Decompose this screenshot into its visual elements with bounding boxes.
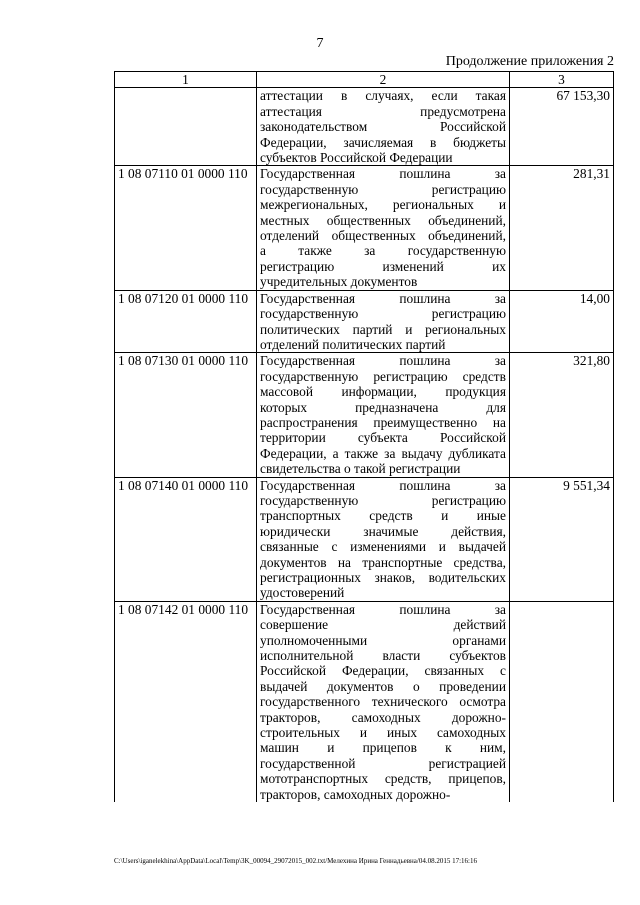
table-row [115, 88, 614, 166]
table-row [115, 477, 614, 601]
budget-code: 1 08 07120 01 0000 110 [115, 290, 257, 353]
description-line: территории субъекта Российской [260, 430, 506, 446]
description-line: государственную регистрацию средств [260, 368, 506, 384]
description-line: Государственная пошлина за [260, 166, 506, 182]
amount: 9 551,34 [510, 477, 614, 601]
description-line: субъектов Российской Федерации [260, 150, 453, 166]
description-line: местных общественных объединений, [260, 212, 506, 228]
description-line: массовой информации, продукция [260, 384, 506, 400]
table-row [115, 601, 614, 802]
budget-code: 1 08 07140 01 0000 110 [115, 477, 257, 601]
header-col-3: 3 [510, 72, 614, 88]
description-line: юридически значимые действия, [260, 523, 506, 539]
page-number: 7 [316, 36, 324, 51]
description-line: уполномоченными органами [260, 632, 506, 648]
revenue-description [257, 290, 510, 353]
description-line: политических партий и региональных [260, 321, 506, 337]
description-line: отделений политических партий [260, 336, 446, 352]
description-line: документов на транспортные средства, [260, 554, 506, 570]
description-line: связанные с изменениями и выдачей [260, 539, 506, 555]
description-line: Государственная пошлина за [260, 601, 506, 617]
description-line: Федерации, а также за выдачу дубликата [260, 445, 506, 461]
description-line: Федерации, зачисляемая в бюджеты [260, 134, 506, 150]
table-body [115, 88, 614, 802]
description-line: машин и прицепов к ним, [260, 740, 506, 756]
budget-code [115, 88, 257, 166]
description-line: распространения преимущественно на [260, 414, 506, 430]
budget-table [114, 71, 614, 802]
description-line: регистрацию изменений их [260, 258, 506, 274]
description-line: государственную регистрацию [260, 306, 506, 322]
description-line: государственную регистрацию [260, 181, 506, 197]
description-line: тракторов, самоходных дорожно- [260, 709, 506, 725]
description-line: удостоверений [260, 585, 345, 601]
description-line: учредительных документов [260, 274, 418, 290]
description-line: государственного технического осмотра [260, 694, 506, 710]
description-line: которых предназначена для [260, 399, 506, 415]
description-line: а также за государственную [260, 243, 506, 259]
revenue-description [257, 166, 510, 290]
description-line: тракторов, самоходных дорожно- [260, 786, 451, 802]
description-line: исполнительной власти субъектов [260, 648, 506, 664]
description-line: Российской Федерации, связанных с [260, 663, 506, 679]
description-line: отделений общественных объединений, [260, 228, 506, 244]
description-line: транспортных средств и иные [260, 508, 506, 524]
budget-code: 1 08 07142 01 0000 110 [115, 601, 257, 802]
budget-code: 1 08 07130 01 0000 110 [115, 353, 257, 477]
table-header-row [115, 72, 614, 88]
amount: 14,00 [510, 290, 614, 353]
description-line: аттестации в случаях, если такая [260, 88, 506, 104]
description-line: мототранспортных средств, прицепов, [260, 771, 506, 787]
header-col-1: 1 [115, 72, 257, 88]
description-line: межрегиональных, региональных и [260, 197, 506, 213]
budget-code: 1 08 07110 01 0000 110 [115, 166, 257, 290]
table-row [115, 166, 614, 290]
table-row [115, 353, 614, 477]
description-line: Государственная пошлина за [260, 477, 506, 493]
description-line: Государственная пошлина за [260, 353, 506, 369]
header-col-2: 2 [257, 72, 510, 88]
continuation-label: Продолжение приложения 2 [445, 54, 614, 69]
revenue-description [257, 477, 510, 601]
table-row [115, 290, 614, 353]
revenue-description [257, 88, 510, 166]
description-line: свидетельства о такой регистрации [260, 461, 461, 477]
file-path-footer: C:\Users\iganelekhina\AppData\Local\Temp\3K_00094_29072015_002.txt/Мелехина Ирина Геннадьевна/04.08.2015 17:16:16 [114, 857, 477, 865]
revenue-description [257, 601, 510, 802]
description-line: законодательством Российской [260, 119, 506, 135]
amount: 281,31 [510, 166, 614, 290]
description-line: аттестация предусмотрена [260, 103, 506, 119]
description-line: Государственная пошлина за [260, 290, 506, 306]
description-line: государственной регистрацией [260, 755, 506, 771]
description-line: строительных и иных самоходных [260, 725, 506, 741]
description-line: выдачей документов о проведении [260, 678, 506, 694]
amount: 67 153,30 [510, 88, 614, 166]
description-line: регистрационных знаков, водительских [260, 570, 506, 585]
amount [510, 601, 614, 802]
amount: 321,80 [510, 353, 614, 477]
description-line: государственную регистрацию [260, 492, 506, 508]
description-line: совершение действий [260, 617, 506, 633]
revenue-description [257, 353, 510, 477]
